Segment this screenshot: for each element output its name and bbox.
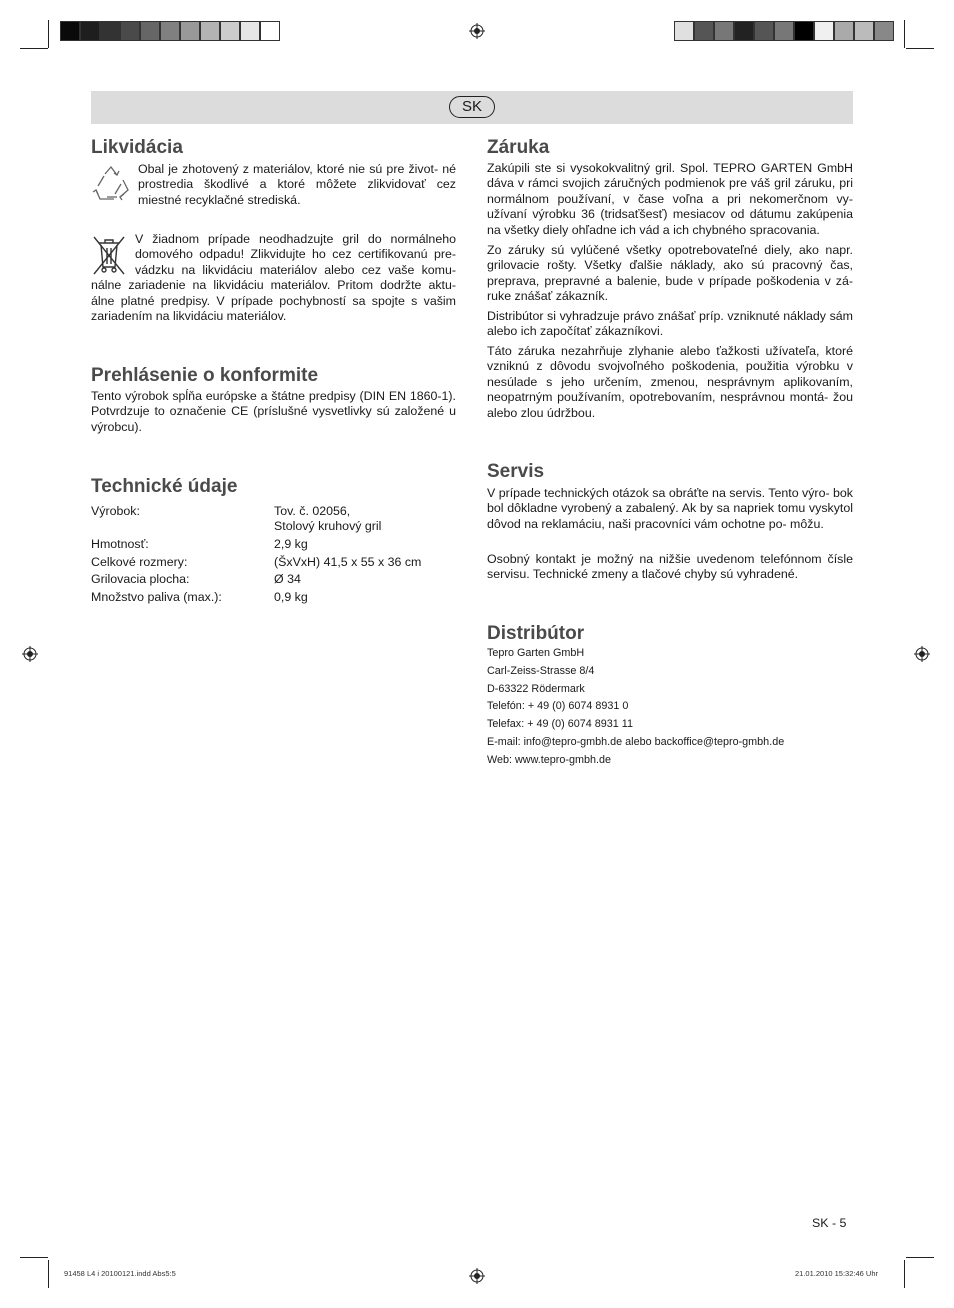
color-swatch [874, 21, 894, 41]
conformity-title: Prehlásenie o konformite [91, 365, 319, 386]
crop-mark [20, 1257, 48, 1258]
color-swatch [694, 21, 714, 41]
color-swatch [60, 21, 80, 41]
warranty-paragraph: Zakúpili ste si vysokokvalitný gril. Spol. TEPRO GARTEN GmbH dáva v rámci svojich záručných podmienok pre váš gril záruku, pri normálnom používaní, v čase voľna a pri nekomerčnom vy- užívaní výrobku 36 (tridsaťšesť) mesiacov od dátumu zakúpenia na všetky diely ohľadne ich vád a ich chybného spracovania. [487, 161, 853, 237]
crop-mark [904, 1260, 905, 1288]
spec-table [91, 504, 456, 604]
technical-title: Technické údaje [91, 476, 238, 497]
registration-mark-icon [469, 1268, 485, 1284]
recycle-icon [91, 164, 131, 204]
service-paragraph: Osobný kontakt je možný na nižšie uvedenom telefónnom čísle servisu. Technické zmeny a tlačové chyby sú vyhradené. [487, 552, 853, 582]
service-paragraph: V prípade technických otázok sa obráťte na servis. Tento výro- bok bol dôkladne vyrobený a zabalený. Ak by sa napriek tomu vyskytol dôvod na reklamáciu, naši pracovníci vám ochotne po- môžu. [487, 486, 854, 531]
disposal-title: Likvidácia [91, 137, 183, 158]
color-swatch [100, 21, 120, 41]
icon-float-spacer [91, 232, 135, 278]
weee-text-block [91, 232, 456, 324]
color-swatch [674, 21, 694, 41]
color-swatch [814, 21, 834, 41]
color-swatch [714, 21, 734, 41]
color-swatch [754, 21, 774, 41]
spec-value: Ø 34 [274, 572, 301, 586]
page-number: SK - 5 [812, 1216, 847, 1230]
warranty-paragraph: Distribútor si vyhradzuje právo znášať príp. vzniknuté náklady sám alebo ich započítať zákazníkovi. [487, 309, 853, 339]
color-swatch [160, 21, 180, 41]
crop-mark [906, 48, 934, 49]
crop-mark [48, 1260, 49, 1288]
crop-mark [904, 20, 905, 48]
language-tab: SK [449, 96, 495, 118]
color-swatch [260, 21, 280, 41]
color-swatch [794, 21, 814, 41]
distributor-line: Telefón: + 49 (0) 6074 8931 0 [487, 700, 629, 712]
crop-mark [906, 1257, 934, 1258]
print-footer-left: 91458 L4 i 20100121.indd Abs5:5 [64, 1269, 176, 1278]
color-swatch [240, 21, 260, 41]
distributor-line: Web: www.tepro-gmbh.de [487, 754, 612, 766]
color-swatch [854, 21, 874, 41]
distributor-title: Distribútor [487, 623, 585, 644]
distributor-line: E-mail: info@tepro-gmbh.de alebo backoffice@tepro-gmbh.de [487, 736, 785, 748]
spec-value: Tov. č. 02056, [274, 504, 351, 518]
spec-value-line2: Stolový kruhový gril [274, 519, 382, 534]
crop-mark [48, 20, 49, 48]
registration-mark-icon [914, 646, 930, 662]
crop-mark [20, 48, 48, 49]
spec-label: Výrobok: [91, 504, 140, 518]
warranty-title: Záruka [487, 137, 550, 158]
spec-label: Grilovacia plocha: [91, 572, 190, 586]
spec-label: Množstvo paliva (max.): [91, 589, 222, 604]
color-swatch [80, 21, 100, 41]
color-swatch [120, 21, 140, 41]
distributor-line: D-63322 Rödermark [487, 683, 585, 695]
color-swatch [734, 21, 754, 41]
distributor-line: Tepro Garten GmbH [487, 647, 585, 659]
registration-mark-icon [469, 23, 485, 39]
color-swatch [834, 21, 854, 41]
spec-value: 2,9 kg [274, 537, 308, 551]
warranty-paragraph: Táto záruka nezahrňuje zlyhanie alebo ťažkosti užívateľa, ktoré vzniknú z dôvodu svojvoľného poškodenia, použitia výrobku v nesúlade s jeho určením, zmenou, nesprávnym aplikovaním, neopatrným používaním, opotrebovaním, nesprávnou montá- žou alebo zlou údržbou. [487, 344, 853, 420]
weee-text: V žiadnom prípade neodhadzujte gril do normálneho domového odpadu! Zlikvidujte ho cez certifikovanú pre- vádzku na likvidáciu materiálov alebo cez vaše komu- nálne zariadenie na likvidáciu materiálov. Pritom dodržte aktu- álne platné predpisy. V prípade pochybností sa spojte s vašim zariadením na likvidáciu materiálov. [91, 232, 456, 324]
packaging-text: Obal je zhotovený z materiálov, ktoré nie sú pre život- né prostredia škodlivé a ktoré môžete zlikvidovať cez miestné recyklačné strediská. [138, 162, 456, 207]
spec-label: Hmotnosť: [91, 537, 149, 551]
distributor-line: Carl-Zeiss-Strasse 8/4 [487, 665, 595, 677]
distributor-line: Telefax: + 49 (0) 6074 8931 11 [487, 718, 633, 730]
color-swatch [774, 21, 794, 41]
conformity-text: Tento výrobok spĺňa európske a štátne predpisy (DIN EN 1860-1). Potvrdzuje to označenie CE (príslušné vysvetlivky sú založené u výrobcu). [91, 389, 456, 434]
color-swatch [180, 21, 200, 41]
spec-value: 0,9 kg [274, 589, 308, 604]
color-swatch [220, 21, 240, 41]
spec-label: Celkové rozmery: [91, 554, 188, 569]
registration-mark-icon [22, 646, 38, 662]
service-title: Servis [487, 461, 545, 482]
spec-value: (ŠxVxH) 41,5 x 55 x 36 cm [274, 554, 422, 569]
color-swatch [140, 21, 160, 41]
print-footer-right: 21.01.2010 15:32:46 Uhr [795, 1269, 878, 1278]
color-swatch [200, 21, 220, 41]
warranty-paragraph: Zo záruky sú vylúčené všetky opotrebovateľné diely, ako napr. grilovacie rošty. Všetky ďalšie náklady, ako sú pracovný čas, preprava, prepravné a balenie, bude v prípade poškodenia v zá- ruke znášať zákazník. [487, 243, 853, 304]
